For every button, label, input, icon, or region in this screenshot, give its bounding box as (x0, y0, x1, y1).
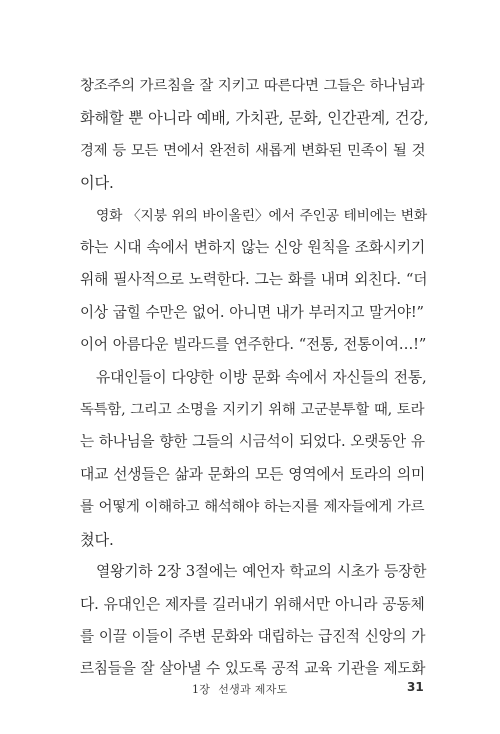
text-line: 화해할 뿐 아니라 예배, 가치관, 문화, 인간관계, 건강, (80, 109, 429, 128)
text-line: 영화 〈지붕 위의 바이올린〉에서 주인공 테비에는 변화 (96, 207, 427, 224)
paragraph (80, 200, 428, 362)
text-line: 다. 유대인은 제자를 길러내기 위해서만 아니라 공동체 (80, 595, 425, 613)
text-line: 를 이끌 이들이 주변 문화와 대립하는 급진적 신앙의 가 (80, 627, 426, 645)
text-line: 독특함, 그리고 소명을 지키기 위해 고군분투할 때, 토라 (80, 402, 425, 419)
text-line: 를 어떻게 이해하고 해석해야 하는지를 제자들에게 가르 (80, 499, 425, 516)
text-line: 쳤다. (80, 530, 114, 549)
text-line: 르침들을 잘 살아낼 수 있도록 공적 교육 기관을 제도화 (80, 660, 426, 678)
paragraph (80, 70, 428, 200)
text-line: 이다. (80, 174, 114, 193)
body-text (80, 70, 428, 686)
text-line: 대교 선생들은 삶과 문화의 모든 영역에서 토라의 의미 (80, 465, 426, 483)
paragraph (80, 362, 428, 556)
chapter-number: 1장 (192, 683, 211, 696)
chapter-title: 선생과 제자도 (218, 683, 288, 696)
text-line: 이어 아름다운 빌라드를 연주한다. “전통, 전통이여…!” (80, 336, 427, 354)
text-line: 창조주의 가르침을 잘 지키고 따른다면 그들은 하나님과 (80, 78, 425, 94)
text-line: 이상 굽힐 수만은 없어. 아니면 내가 부러지고 말거야!” (80, 303, 424, 321)
text-line: 유대인들이 다양한 이방 문화 속에서 자신들의 전통, (96, 368, 427, 386)
text-line: 위해 필사적으로 노력한다. 그는 화를 내며 외친다. “더 (80, 271, 428, 289)
running-footer (192, 681, 288, 697)
page-footer (0, 681, 500, 701)
text-line: 경제 등 모든 면에서 완전히 새롭게 변화된 민족이 될 것 (80, 142, 426, 159)
text-line: 는 하나님을 향한 그들의 시금석이 되었다. 오랫동안 유 (80, 433, 425, 451)
paragraph (80, 556, 428, 686)
text-line: 열왕기하 2장 3절에는 예언자 학교의 시초가 등장한 (96, 563, 427, 581)
page-number: 31 (407, 680, 424, 694)
text-line: 하는 시대 속에서 변하지 않는 신앙 원칙을 조화시키기 (80, 239, 426, 257)
